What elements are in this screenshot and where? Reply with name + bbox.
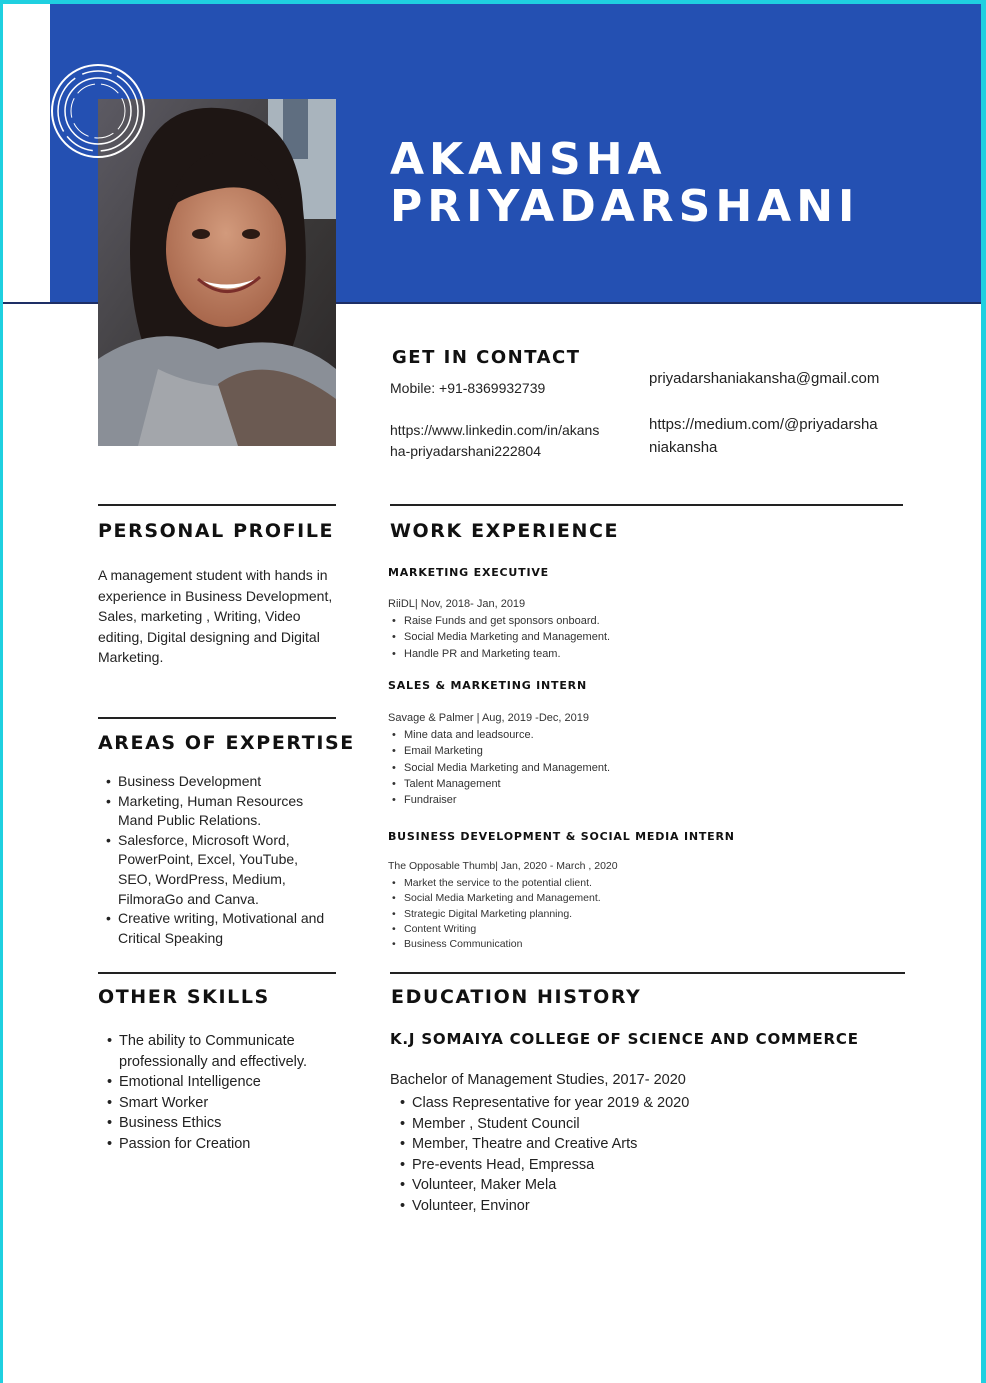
job-duty: • Social Media Marketing and Management. <box>386 629 610 645</box>
profile-divider <box>98 504 336 506</box>
job-duty: • Strategic Digital Marketing planning. <box>386 907 601 922</box>
profile-summary: A management student with hands in experience in Business Development, Sales, marketing , Writing, Video editing, Digital designing and Digital Marketing. <box>98 567 333 665</box>
education-item: • Member , Student Council <box>394 1114 689 1135</box>
education-divider <box>390 972 905 974</box>
job-duty: • Content Writing <box>386 922 601 937</box>
job-duty: • Raise Funds and get sponsors onboard. <box>386 613 610 629</box>
decorative-circle-icon <box>49 62 147 160</box>
education-item: • Class Representative for year 2019 & 2020 <box>394 1093 689 1114</box>
contact-medium-link[interactable] <box>649 413 878 459</box>
education-heading: EDUCATION HISTORY <box>391 986 642 1008</box>
medium-line-2: niakansha <box>649 439 718 456</box>
job-title: BUSINESS DEVELOPMENT & SOCIAL MEDIA INTERN <box>388 830 735 843</box>
expertise-list <box>100 772 330 948</box>
frame-left-border <box>0 0 3 1383</box>
job-duties <box>386 727 610 808</box>
education-activities <box>394 1093 689 1217</box>
skill-item: • The ability to Communicate professionally and effectively. <box>101 1031 331 1072</box>
job-duty: • Talent Management <box>386 776 610 792</box>
candidate-name <box>390 136 859 230</box>
linkedin-line-2: ha-priyadarshani222804 <box>390 443 541 459</box>
skill-item: • Emotional Intelligence <box>101 1072 331 1093</box>
education-item: • Volunteer, Envinor <box>394 1196 689 1217</box>
job-duties <box>386 613 610 662</box>
job-duty: • Handle PR and Marketing team. <box>386 646 610 662</box>
job-duties <box>386 876 601 952</box>
job-duty: • Social Media Marketing and Management. <box>386 760 610 776</box>
contact-heading: GET IN CONTACT <box>392 347 581 368</box>
job-duty: • Mine data and leadsource. <box>386 727 610 743</box>
contact-mobile: Mobile: +91-8369932739 <box>390 380 546 396</box>
skill-item: • Smart Worker <box>101 1093 331 1114</box>
skills-divider <box>98 972 336 974</box>
expertise-heading: AREAS OF EXPERTISE <box>98 732 355 754</box>
expertise-divider <box>98 717 336 719</box>
contact-email-link[interactable]: priyadarshaniakansha@gmail.com <box>649 370 880 387</box>
profile-heading: PERSONAL PROFILE <box>98 520 335 542</box>
job-duty: • Business Communication <box>386 937 601 952</box>
linkedin-line-1: https://www.linkedin.com/in/akans <box>390 422 600 438</box>
education-item: • Pre-events Head, Empressa <box>394 1155 689 1176</box>
expertise-item: • Business Development <box>100 772 330 792</box>
name-last: PRIYADARSHANI <box>390 181 860 232</box>
job-duty: • Social Media Marketing and Management. <box>386 891 601 906</box>
job-duty: • Fundraiser <box>386 792 610 808</box>
skills-list <box>101 1031 331 1155</box>
medium-line-1: https://medium.com/@priyadarsha <box>649 416 878 433</box>
contact-linkedin-link[interactable] <box>390 420 599 462</box>
expertise-item: • Marketing, Human Resources Mand Public Relations. <box>100 792 330 831</box>
expertise-item: • Salesforce, Microsoft Word, PowerPoint, Excel, YouTube, SEO, WordPress, Medium, FilmoraGo and Canva. <box>100 831 330 909</box>
job-title: MARKETING EXECUTIVE <box>388 566 549 579</box>
skill-item: • Business Ethics <box>101 1113 331 1134</box>
frame-right-border <box>981 0 986 1383</box>
education-item: • Volunteer, Maker Mela <box>394 1175 689 1196</box>
skills-heading: OTHER SKILLS <box>98 986 270 1008</box>
skill-item: • Passion for Creation <box>101 1134 331 1155</box>
work-divider <box>390 504 903 506</box>
job-meta: The Opposable Thumb| Jan, 2020 - March , 2020 <box>388 860 618 872</box>
work-heading: WORK EXPERIENCE <box>390 520 620 542</box>
job-duty: • Market the service to the potential client. <box>386 876 601 891</box>
expertise-item: • Creative writing, Motivational and Critical Speaking <box>100 909 330 948</box>
job-meta: RiiDL| Nov, 2018- Jan, 2019 <box>388 598 526 610</box>
job-duty: • Email Marketing <box>386 743 610 759</box>
name-first: AKANSHA <box>390 134 667 185</box>
job-title: SALES & MARKETING INTERN <box>388 679 587 692</box>
education-item: • Member, Theatre and Creative Arts <box>394 1134 689 1155</box>
college-name: K.J SOMAIYA COLLEGE OF SCIENCE AND COMMERCE <box>390 1030 859 1048</box>
job-meta: Savage & Palmer | Aug, 2019 -Dec, 2019 <box>388 712 589 724</box>
degree: Bachelor of Management Studies, 2017- 2020 <box>390 1072 686 1088</box>
